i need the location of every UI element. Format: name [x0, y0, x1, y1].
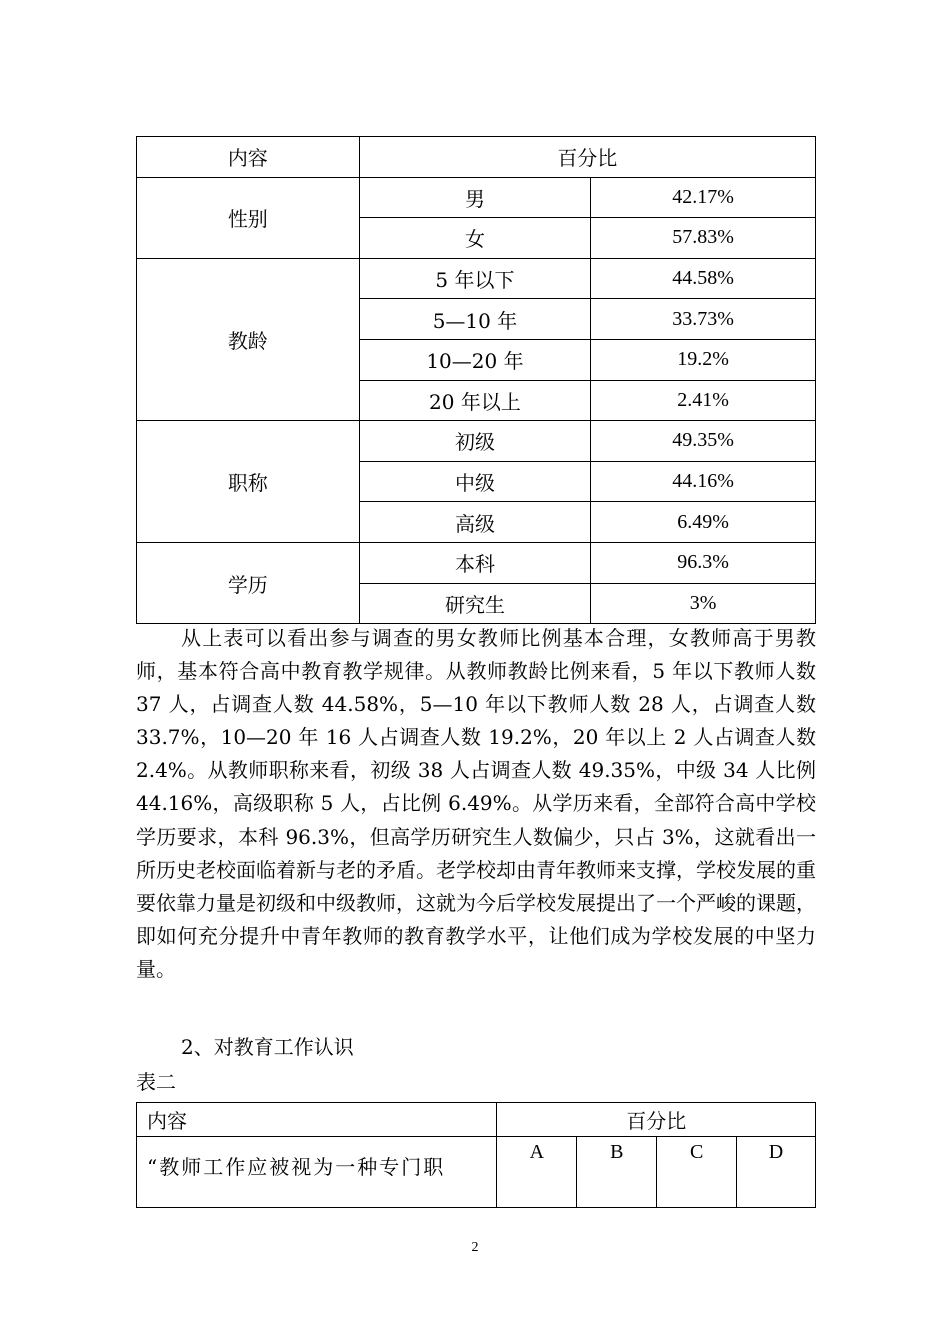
- analysis-paragraph: 从上表可以看出参与调查的男女教师比例基本合理，女教师高于男教师，基本符合高中教育教学规律。从教师教龄比例来看，5 年以下教师人数 37 人，占调查人数 44.58%，5—10 年以下教师人数 28 人，占调查人数 33.7%，10—20 年 16 人占调查人数 19.2%，20 年以上 2 人占调查人数 2.4%。从教师职称来看，初级 38 人占调查人数 49.35%，中级 34 人比例 44.16%，高级职称 5 人，占比例 6.49%。从学历来看，全部符合高中学校学历要求，本科 96.3%，但高学历研究生人数偏少，只占 3%，这就看出一所历史老校面临着新与老的矛盾。老学校却由青年教师来支撑，学校发展的重要依靠力量是初级和中级教师，这就为今后学校发展提出了一个严峻的课题，即如何充分提升中青年教师的教育教学水平，让他们成为学校发展的中坚力量。: [136, 626, 816, 981]
- item-cell: 男: [359, 177, 591, 218]
- item-cell: 10—20 年: [359, 339, 591, 380]
- option-a: A: [497, 1137, 577, 1208]
- percentage-cell: 44.58%: [591, 258, 816, 299]
- category-cell: 教龄: [137, 258, 360, 420]
- table-education-work: [136, 1102, 816, 1208]
- percentage-cell: 96.3%: [591, 542, 816, 583]
- header-content: 内容: [137, 1103, 497, 1137]
- category-cell: 学历: [137, 542, 360, 623]
- table-row: [137, 421, 816, 462]
- category-cell: 职称: [137, 421, 360, 543]
- item-cell: 5 年以下: [359, 258, 591, 299]
- option-d: D: [737, 1137, 816, 1208]
- table-row: [137, 542, 816, 583]
- percentage-cell: 42.17%: [591, 177, 816, 218]
- percentage-cell: 57.83%: [591, 218, 816, 259]
- header-percentage: 百分比: [359, 137, 815, 178]
- item-cell: 女: [359, 218, 591, 259]
- item-cell: 初级: [359, 421, 591, 462]
- header-percentage: 百分比: [497, 1103, 816, 1137]
- option-b: B: [577, 1137, 657, 1208]
- category-cell: 性别: [137, 177, 360, 258]
- section-heading: 2、对教育工作认识: [181, 1035, 354, 1059]
- percentage-cell: 49.35%: [591, 421, 816, 462]
- percentage-cell: 6.49%: [591, 502, 816, 543]
- percentage-cell: 3%: [591, 583, 816, 624]
- percentage-cell: 33.73%: [591, 299, 816, 340]
- table-row: [137, 258, 816, 299]
- table-row: [137, 177, 816, 218]
- statement-cell: “教师工作应被视为一种专门职: [137, 1137, 497, 1208]
- item-cell: 研究生: [359, 583, 591, 624]
- page-number: 2: [471, 1240, 479, 1255]
- table-teacher-profile: [136, 136, 816, 624]
- table2-caption: 表二: [136, 1070, 176, 1094]
- percentage-cell: 44.16%: [591, 461, 816, 502]
- item-cell: 本科: [359, 542, 591, 583]
- percentage-cell: 2.41%: [591, 380, 816, 421]
- item-cell: 中级: [359, 461, 591, 502]
- item-cell: 20 年以上: [359, 380, 591, 421]
- item-cell: 5—10 年: [359, 299, 591, 340]
- percentage-cell: 19.2%: [591, 339, 816, 380]
- header-content: 内容: [137, 137, 360, 178]
- item-cell: 高级: [359, 502, 591, 543]
- option-c: C: [657, 1137, 737, 1208]
